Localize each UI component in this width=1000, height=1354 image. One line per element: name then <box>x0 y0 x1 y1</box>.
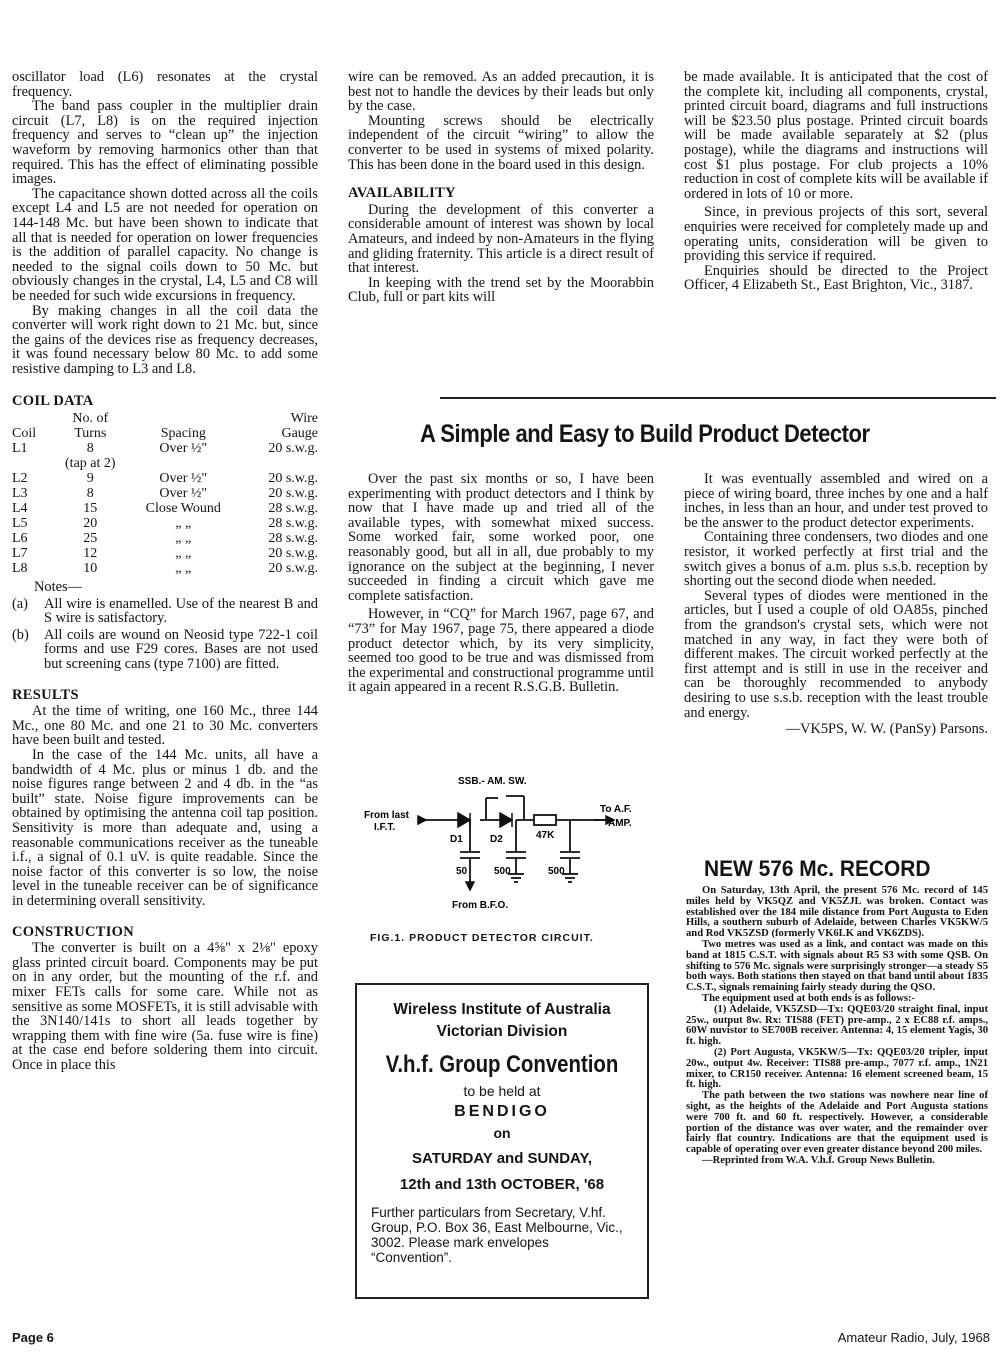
table-cell: 28 s.w.g. <box>268 501 318 517</box>
paragraph: The band pass coupler in the multiplier drain circuit (L7, L8) is on the required injection frequency and serves to “clean up” the injection waveform by removing harmonics other than that required. This has the effect of eliminating possible images. <box>12 98 318 188</box>
table-cell: „ „ <box>175 561 192 577</box>
table-cell: „ „ <box>175 516 192 532</box>
detector-right-column <box>684 472 988 737</box>
convention-text: to be held at <box>463 1083 541 1099</box>
note-label: (b) <box>12 626 29 643</box>
paragraph: —Reprinted from W.A. V.h.f. Group News Bulletin. <box>702 1154 935 1166</box>
table-cell: L4 <box>12 501 28 517</box>
table-cell: 12 <box>83 546 98 562</box>
paragraph: By making changes in all the coil data the converter will work right down to 21 Mc. but, since the gains of the devices rise as frequency decreases, it was found necessary below 80 Mc. to add some resistive damping to L3 and L8. <box>12 302 318 377</box>
table-cell: 20 s.w.g. <box>268 441 318 457</box>
convention-text: on <box>493 1125 511 1141</box>
paragraph: Two metres was used as a link, and contact was made on this band at 1815 C.S.T. with signals about R5 S3 with some QSB. On shifting to 576 Mc. signals were surprisingly stronger—a steady S5 both ways. Both stations then stayed on that band until about 1835 C.S.T., signals remaining fairly steady during the QSO. <box>686 938 988 994</box>
section-divider <box>440 397 996 399</box>
capacitor-label: 500 <box>494 866 511 877</box>
note-a <box>12 597 318 626</box>
table-cell: L7 <box>12 546 28 562</box>
table-cell: Gauge <box>281 426 318 442</box>
paragraph: (1) Adelaide, VK5ZSD—Tx: QQE03/20 straight final, input 25w., output 8w. Rx: TIS88 (FET) pre-amp., 2 x EC88 r.f. amps., 60W nuvistor to SE700B receiver. Antenna: 4, 15 element Yagis, 30 ft. high. <box>686 1003 988 1048</box>
table-row <box>12 471 318 486</box>
paragraph: Since, in previous projects of this sort, several enquiries were received for completely made up and operating units, consideration will be given to providing this service if required. <box>684 204 988 265</box>
column-1 <box>12 70 318 1072</box>
diode-label: D1 <box>450 834 463 845</box>
convention-location: BENDIGO <box>454 1103 550 1120</box>
convention-days: SATURDAY and SUNDAY, <box>411 1150 593 1167</box>
figure-caption: FIG.1. PRODUCT DETECTOR CIRCUIT. <box>370 932 594 944</box>
paragraph: The path between the two stations was nowhere near line of sight, as the heights of the Adelaide and Port Augusta stations were 700 ft. and 60 ft. respectively. However, a considerable portion of the distance was over water, and the remainder over fairly flat country. Indications are that the equipment used is capable of operating over even greater distance beyond 200 miles. <box>686 1090 988 1156</box>
table-cell: 28 s.w.g. <box>268 516 318 532</box>
paragraph: At the time of writing, one 160 Mc., three 144 Mc., one 80 Mc. and one 21 to 30 Mc. converters have been built and tested. <box>12 703 318 749</box>
page-number: Page 6 <box>12 1330 54 1345</box>
note-label: (a) <box>12 595 28 612</box>
table-cell: Over ½" <box>159 486 208 502</box>
paragraph: (2) Port Augusta, VK5KW/5—Tx: QQE03/20 tripler, input 20w., output 4w. Receiver: TIS88 pre-amp., 7077 r.f. amp., 1N21 mixer, to CR150 receiver. Antenna: 16 element screened beam, 15 ft. high. <box>686 1046 988 1091</box>
table-row <box>12 531 318 546</box>
publication-info: Amateur Radio, July, 1968 <box>837 1330 990 1345</box>
table-cell: No. of <box>72 411 109 427</box>
table-cell: L6 <box>12 531 28 547</box>
convention-division: Victorian Division <box>436 1023 568 1040</box>
table-cell: „ „ <box>175 531 192 547</box>
table-cell <box>12 411 51 426</box>
table-row <box>12 441 318 456</box>
signature: —VK5PS, W. W. (PanSy) Parsons. <box>785 721 988 738</box>
output-label: AMP. <box>608 818 632 829</box>
record-title: NEW 576 Mc. RECORD <box>704 856 931 881</box>
availability-heading: AVAILABILITY <box>348 185 456 202</box>
convention-notice <box>355 983 649 1299</box>
table-cell: 20 s.w.g. <box>268 561 318 577</box>
paragraph: On Saturday, 13th April, the present 576 Mc. record of 145 miles held by VK5QZ and VK5ZJL was broken. Contact was established over the 184 mile distance from Port Augusta to Eden Hills, a southern suburb of Adelaide, between Charles VK5KW/5 and Rod VK5ZSD (formerly VK6LK and VK6ZDS). <box>686 885 988 940</box>
paragraph: Several types of diodes were mentioned in the articles, but I used a couple of old OA85s, pinched from the grandson's crystal sets, which were not matched in any way, in fact they were both of different makes. The circuit worked perfectly at the first attempt and is still in use in the receiver and can be thoroughly recommended to anybody desiring to use s.s.b. reception with the least trouble and energy. <box>684 587 988 721</box>
paragraph: Mounting screws should be electrically independent of the circuit “wiring” to allow the converter to be used in systems of mixed polarity. This has been done in the board used in this design. <box>348 112 654 173</box>
table-cell <box>130 456 237 471</box>
note-text: All wire is enamelled. Use of the nearest B and S wire is satisfactory. <box>44 595 318 627</box>
table-cell: 20 s.w.g. <box>268 486 318 502</box>
table-cell: L8 <box>12 561 28 577</box>
table-cell <box>12 456 51 471</box>
table-cell: 20 s.w.g. <box>268 471 318 487</box>
paragraph: During the development of this converter a considerable amount of interest was shown by local Amateurs, and indeed by non-Amateurs in the flying and gliding fraternity. This article is a direct result of that interest. <box>348 201 654 277</box>
output-label: To A.F. <box>600 804 632 815</box>
table-cell <box>237 456 318 471</box>
table-cell: Close Wound <box>145 501 221 517</box>
bfo-label: From B.F.O. <box>452 900 509 910</box>
paragraph: Enquiries should be directed to the Project Officer, 4 Elizabeth St., East Brighton, Vic., 3187. <box>684 262 988 294</box>
table-cell: 15 <box>83 501 98 517</box>
convention-dates: 12th and 13th OCTOBER, '68 <box>399 1176 605 1193</box>
table-row <box>12 516 318 531</box>
note-b <box>12 628 318 672</box>
table-cell: L5 <box>12 516 28 532</box>
diode-label: D2 <box>490 834 503 845</box>
convention-title: V.h.f. Group Convention <box>385 1051 619 1078</box>
table-cell: 25 <box>83 531 98 547</box>
table-cell: 8 <box>86 486 94 502</box>
table-row <box>12 561 318 576</box>
notes-heading: Notes— <box>34 579 82 596</box>
table-cell: 20 <box>83 516 98 532</box>
table-header-row <box>12 411 318 426</box>
table-cell: 28 s.w.g. <box>268 531 318 547</box>
table-cell: „ „ <box>175 546 192 562</box>
coil-data-heading: COIL DATA <box>12 393 94 410</box>
convention-org: Wireless Institute of Australia <box>393 1001 611 1018</box>
paragraph: Over the past six months or so, I have been experimenting with product detectors and I think by now that I have made up and tried all of the available types, with somewhat mixed success. Some worked fair, some worked poor, one reasonably good, but all in all, due probably to my ignorance on the subject at the beginning, I never succeeded in finding a circuit which gave me complete satisfaction. <box>348 471 654 604</box>
resistor-label: 47K <box>536 830 555 841</box>
table-cell: 20 s.w.g. <box>268 546 318 562</box>
input-label: I.F.T. <box>374 822 396 833</box>
paragraph: The capacitance shown dotted across all the coils except L4 and L5 are not needed for operation on 144-148 Mc. but have been shown to indicate that all that is needed for operation on lower frequencies is the addition of parallel capacity. No change is needed to the signal coils down to 50 Mc. but obviously changes in the crystal, L4, L5 and C8 will be needed for such wide excursions in frequency. <box>12 185 318 304</box>
table-cell: Over ½" <box>159 441 208 457</box>
table-cell: Coil <box>12 426 37 442</box>
construction-heading: CONSTRUCTION <box>12 923 135 940</box>
article-title: A Simple and Easy to Build Product Detector <box>420 420 870 448</box>
capacitor-label: 50 <box>456 866 468 877</box>
table-cell: 8 <box>86 441 94 457</box>
switch-label: SSB.- AM. SW. <box>458 776 527 787</box>
paragraph: oscillator load (L6) resonates at the crystal frequency. <box>12 69 318 100</box>
results-heading: RESULTS <box>12 686 79 703</box>
convention-details: Further particulars from Secretary, V.hf. Group, P.O. Box 36, East Melbourne, Vic., 3002. Please mark envelopes “Convention”. <box>371 1205 623 1265</box>
paragraph: It was eventually assembled and wired on a piece of wiring board, three inches by one and a half inches, in less than an hour, and under test proved to be the answer to the product detector experiments. <box>684 471 988 531</box>
table-cell: Spacing <box>160 426 206 442</box>
paragraph: Containing three condensers, two diodes and one resistor, it worked perfectly at first trial and the switch gives a bonus of a.m. plus s.s.b. reception by shorting out the second diode when needed. <box>684 529 988 590</box>
table-cell: L2 <box>12 471 28 487</box>
table-row <box>12 486 318 501</box>
table-row <box>12 546 318 561</box>
paragraph: However, in “CQ” for March 1967, page 67, and “73” for May 1967, page 75, there appeared a diode product detector which, by its very simplicity, seemed too good to be true and was dismissed from the experimental and constructional programme until it again appeared in a recent R.S.G.B. Bulletin. <box>348 606 654 696</box>
paragraph: In keeping with the trend set by the Moorabbin Club, full or part kits will <box>348 274 654 306</box>
table-cell <box>130 411 237 426</box>
paragraph: The converter is built on a 4⅝" x 2⅛" epoxy glass printed circuit board. Components may be put on in any order, but the mounting of the r.f. and mixer FETs calls for some care. While not as sensitive as some MOSFETs, it is still advisable with the 3N140/141s to short all leads together by wrapping them with fine wire (5a. fuse wire is fine) at the case end before soldering them into circuit. Once in place this <box>12 940 318 1073</box>
column-3-top <box>684 70 988 293</box>
paragraph: The equipment used at both ends is as follows:- <box>702 992 916 1004</box>
paragraph: In the case of the 144 Mc. units, all have a bandwidth of 4 Mc. plus or minus 1 db. and the noise figures range between 2 and 4 db. in the “as built” state. Noise figure improvements can be obtained by optimising the antenna coil tap position. Sensitivity is more than adequate and, using a reasonable communications receiver as the tuneable i.f., a signal of 0.1 uV. is quite readable. Since the noise factor of this converter is so low, the noise level in the tuneable receiver can be of significance in determining overall sensitivity. <box>12 747 318 909</box>
note-text: All coils are wound on Neosid type 722-1 coil forms and use F29 cores. Bases are not used but screening cans (type 7100) are fitted. <box>44 626 318 673</box>
product-detector-circuit <box>358 770 658 910</box>
table-row <box>12 501 318 516</box>
table-cell: L3 <box>12 486 28 502</box>
input-label: From last <box>364 810 410 821</box>
record-article <box>686 886 988 1167</box>
table-cell: Wire <box>290 411 318 427</box>
table-cell: L1 <box>12 441 28 457</box>
capacitor-label: 500 <box>548 866 565 877</box>
table-row <box>12 456 318 471</box>
table-cell: 9 <box>86 471 94 487</box>
table-cell: Over ½" <box>159 471 208 487</box>
paragraph: be made available. It is anticipated that the cost of the complete kit, including all components, crystal, printed circuit board, diagrams and full instructions will be $23.50 plus postage. Printed circuit boards will be made available separately at $2 (plus postage), while the diagrams and instructions will cost $1 plus postage. For club projects a 10% reduction in cost of complete kits will be available if ordered in lots of 10 or more. <box>684 69 988 202</box>
table-cell: 10 <box>83 561 98 577</box>
column-2-top <box>348 70 654 305</box>
table-header-row <box>12 426 318 441</box>
coil-data-table <box>12 411 318 576</box>
detector-left-column <box>348 472 654 695</box>
table-cell: Turns <box>74 426 107 442</box>
paragraph: wire can be removed. As an added precaution, it is best not to handle the devices by their leads but only by the case. <box>348 69 654 115</box>
table-cell: (tap at 2) <box>65 456 116 472</box>
